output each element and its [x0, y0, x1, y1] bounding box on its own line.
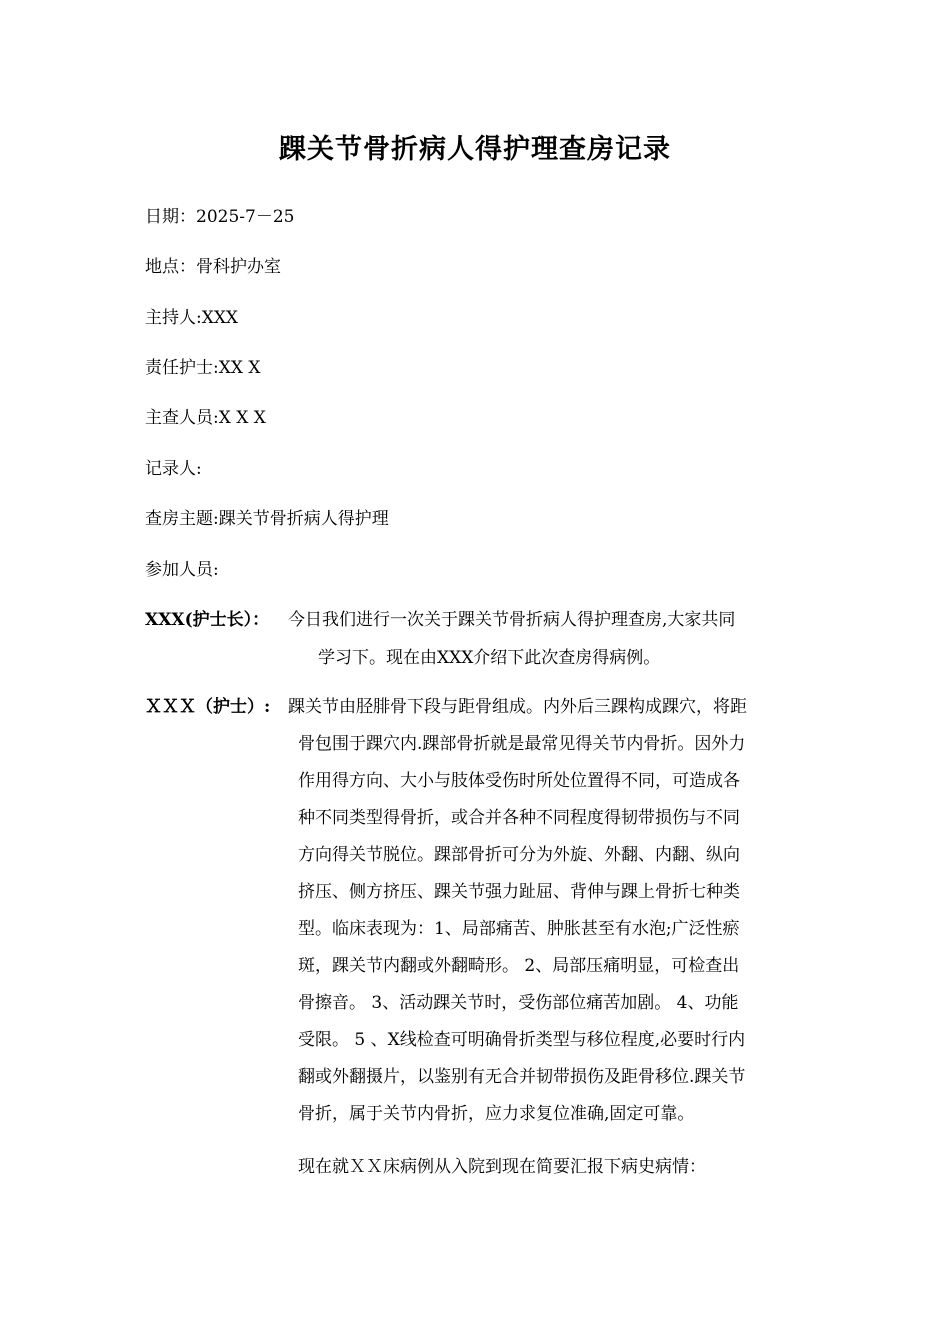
speech-line: 受限。 5 、X线检查可明确骨折类型与移位程度,必要时行内 [298, 1030, 746, 1050]
speech-line: 挤压、侧方挤压、踝关节强力趾屈、背伸与踝上骨折七种类 [298, 882, 740, 902]
document-title: 踝关节骨折病人得护理查房记录 [279, 134, 671, 165]
speech-line: 踝关节由胫腓骨下段与距骨组成。内外后三踝构成踝穴，将距 [288, 697, 747, 717]
speech-line: 翻或外翻摄片，以鉴别有无合并韧带损伤及距骨移位.踝关节 [298, 1067, 746, 1087]
meta-topic: 查房主题:踝关节骨折病人得护理 [145, 509, 389, 529]
meta-responsible-nurse: 责任护士:XX X [145, 358, 261, 378]
meta-location: 地点：骨科护办室 [145, 257, 281, 277]
speaker-label: XXX(护士长）： [145, 610, 270, 630]
speech-head-nurse [145, 605, 805, 675]
speech-line: 现在就ＸＸ床病例从入院到现在简要汇报下病史病情： [298, 1157, 706, 1177]
speech-line: 今日我们进行一次关于踝关节骨折病人得护理查房,大家共同 [288, 610, 736, 630]
speech-line: 骨折，属于关节内骨折，应力求复位准确,固定可靠。 [298, 1104, 695, 1124]
speech-line: 方向得关节脱位。踝部骨折可分为外旋、外翻、内翻、纵向 [298, 845, 740, 865]
speech-line: 种不同类型得骨折，或合并各种不同程度得韧带损伤与不同 [298, 808, 740, 828]
speech-line: 型。临床表现为：1、局部痛苦、肿胀甚至有水泡;广泛性瘀 [298, 919, 740, 939]
speech-nurse [145, 692, 805, 1192]
speech-line: 骨包围于踝穴内.踝部骨折就是最常见得关节内骨折。因外力 [298, 734, 746, 754]
speech-line: 学习下。现在由XXX介绍下此次查房得病例。 [318, 648, 661, 668]
speaker-label: ＸＸＸ（护士）: [145, 697, 271, 717]
meta-date: 日期：2025-7－25 [145, 207, 295, 227]
speech-line: 作用得方向、大小与肢体受伤时所处位置得不同，可造成各 [298, 771, 740, 791]
speech-line: 斑，踝关节内翻或外翻畸形。 2、局部压痛明显，可检查出 [298, 956, 740, 976]
meta-participants: 参加人员: [145, 560, 219, 580]
meta-recorder: 记录人: [145, 459, 202, 479]
meta-main-reviewer: 主查人员:X X X [145, 408, 266, 428]
speech-line: 骨擦音。 3、活动踝关节时，受伤部位痛苦加剧。 4、功能 [298, 993, 739, 1013]
meta-host: 主持人:XXX [145, 308, 239, 328]
